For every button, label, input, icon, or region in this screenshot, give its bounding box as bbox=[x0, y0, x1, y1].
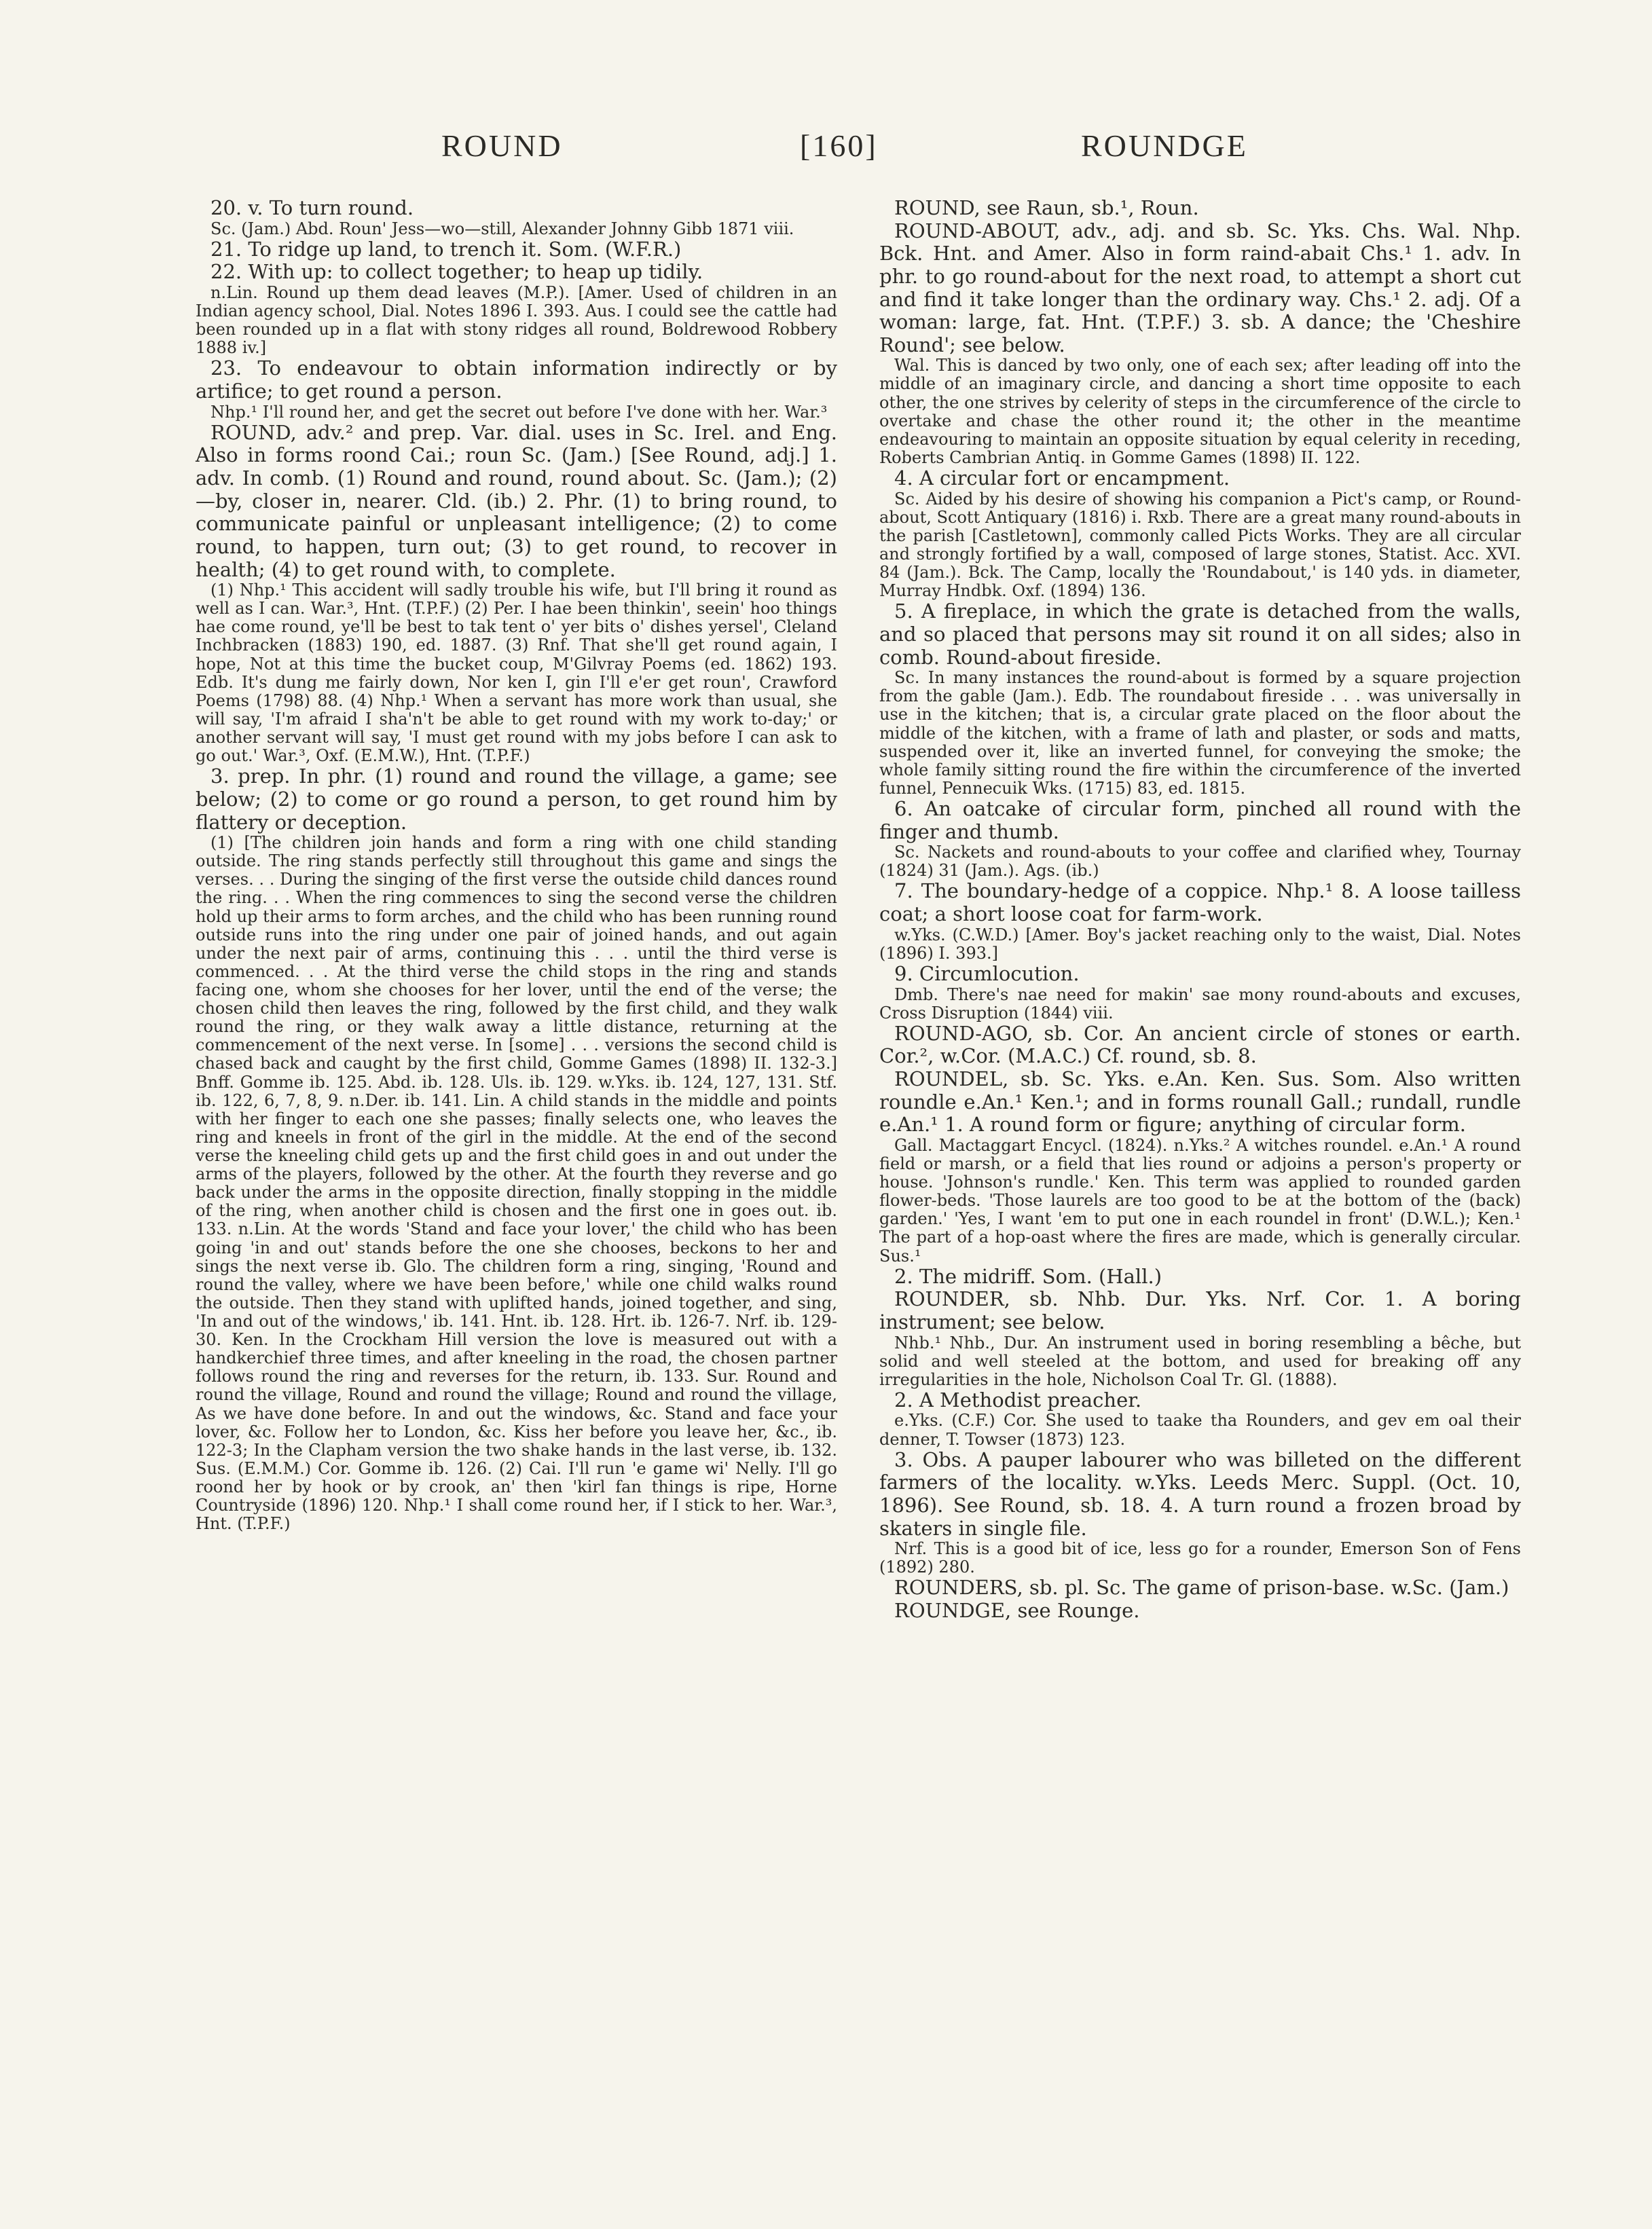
citation-text: Nrf. This is a good bit of ice, less go for a rounder, Emerson Son of Fens (1892) 280. bbox=[879, 1539, 1521, 1577]
headword-entry: ROUNDGE, see Rounge. bbox=[894, 1599, 1140, 1623]
right-column bbox=[879, 197, 1521, 1623]
citation-text: Nhb.¹ Nhb., Dur. An instrument used in boring resembling a bêche, but solid and well steeled at the bottom, and used for breaking off any irregularities in the hole, Nicholson Coal Tr. Gl. (1888). bbox=[879, 1333, 1521, 1389]
entry-text: 22. With up: to collect together; to heap up tidily. bbox=[210, 260, 703, 284]
header-left-word: ROUND bbox=[441, 128, 563, 163]
entry-text: 21. To ridge up land, to trench it. Som. (W.F.R.) bbox=[210, 237, 682, 261]
citation-text: Sc. In many instances the round-about is formed by a square projection from the gable (Jam.). Edb. The roundabout fireside . . . was universally in use in the kitchen; that is, a circular grate placed on the floor about the middle of the kitchen, with a frame of lath and plaster, or sods and matts, suspended over it, like an inverted funnel, for conveying the smoke; the whole family sitting round the fire within the circumference of the inverted funnel, Pennecuik Wks. (1715) 83, ed. 1815. bbox=[879, 668, 1521, 798]
headword-entry: ROUNDEL, sb. Sc. Yks. e.An. Ken. Sus. Som. Also written roundle e.An.¹ Ken.¹; and in forms rounall Gall.; rundall, rundle e.An.¹ 1. A round form or figure; anything of circular form. bbox=[879, 1067, 1521, 1137]
citation-text: w.Yks. (C.W.D.) [Amer. Boy's jacket reaching only to the waist, Dial. Notes (1896) I. 393.] bbox=[879, 925, 1521, 963]
running-header bbox=[0, 128, 1652, 168]
left-column bbox=[196, 197, 837, 1533]
header-right-word: ROUNDGE bbox=[1081, 128, 1248, 163]
entry-text: 23. To endeavour to obtain information indirectly or by artifice; to get round a person. bbox=[196, 356, 837, 403]
citation-text: Sc. Aided by his desire of showing his companion a Pict's camp, or Round-about, Scott Antiquary (1816) i. Rxb. There are a great many round-abouts in the parish [Castletown], commonly called Picts Works. They are all circular and strongly fortified by a wall, composed of large stones, Statist. Acc. XVI. 84 (Jam.). Bck. The Camp, locally the 'Roundabout,' is 140 yds. in diameter, Murray Hndbk. Oxf. (1894) 136. bbox=[879, 489, 1521, 601]
headword-entry: ROUND-AGO, sb. Cor. An ancient circle of stones or earth. Cor.², w.Cor. (M.A.C.) Cf. round, sb. 8. bbox=[879, 1021, 1521, 1068]
citation-text: (1) [The children join hands and form a ring with one child standing outside. The ring stands perfectly still throughout this game and sings the verses. . . During the singing of the first verse the outside child dances round the ring. . . When the ring commences to sing the second verse the children hold up their arms to form arches, and the child who has been running round outside runs into the ring under one pair of joined hands, and out again under the next pair of arms, continuing this . . . until the third verse is commenced. . . At the third verse the child stops in the ring and stands facing one, whom she chooses for her lover, until the end of the verse; the chosen child then leaves the ring, followed by the first child, and they walk round the ring, or they walk away a little distance, returning at the commencement of the next verse. In [some] . . . versions the second child is chased back and caught by the first child, Gomme Games (1898) II. 132-3.] Bnff. Gomme ib. 125. Abd. ib. 128. Uls. ib. 129. w.Yks. ib. 124, 127, 131. Stf. ib. 122, 6, 7, 8, 9. n.Der. ib. 141. Lin. A child stands in the middle and points with her finger to each one she passes; finally selects one, who leaves the ring and kneels in front of the girl in the middle. At the end of the second verse the kneeling child gets up and the first child goes in and out under the arms of the players, followed by the other. At the fourth they reverse and go back under the arms in the opposite direction, finally stopping in the middle of the ring, when another child is chosen and the first one in goes out. ib. 133. n.Lin. At the words 'Stand and face your lover,' the child who has been going 'in and out' stands before the one she chooses, beckons to her and sings the next verse ib. Glo. The children form a ring, singing, 'Round and round the valley, where we have been before,' while one child walks round the outside. Then they stand with uplifted hands, joined together, and sing, 'In and out of the windows,' ib. 141. Hnt. ib. 128. Hrt. ib. 126-7. Nrf. ib. 129-30. Ken. In the Crockham Hill version the love is measured out with a handkerchief three times, and after kneeling in the road, the chosen partner follows round the ring and reverses for the return, ib. 133. Sur. Round and round the village, Round and round the village; Round and round the village, As we have done before. In and out the windows, &c. Stand and face your lover, &c. Follow her to London, &c. Kiss her before you leave her, &c., ib. 122-3; In the Clapham version the two shake hands in the last verse, ib. 132. Sus. (E.M.M.) Cor. Gomme ib. 126. (2) Cai. I'll run 'e game wi' Nelly. I'll go roond her by hook or by crook, an' then 'kirl fan things is ripe, Horne Countryside (1896) 120. Nhp.¹ I shall come round her, if I stick to her. War.³, Hnt. (T.P.F.) bbox=[196, 833, 837, 1534]
entry-text: 2. A Methodist preacher. bbox=[894, 1388, 1142, 1412]
citation-text: (1) Nhp.¹ This accident will sadly trouble his wife, but I'll bring it round as well as I can. War.³, Hnt. (T.P.F.) (2) Per. I hae been thinkin', seein' hoo things hae come round, ye'll be best to tak tent o' yer bits o' dishes yersel', Cleland Inchbracken (1883) 190, ed. 1887. (3) Rnf. That she'll get round again, I hope, Not at this time the bucket coup, M'Gilvray Poems (ed. 1862) 193. Edb. It's dung me fairly down, Nor ken I, gin I'll e'er get roun', Crawford Poems (1798) 88. (4) Nhp.¹ When a servant has more work than usual, she will say, 'I'm afraid I sha'n't be able to get round with my work to-day;' or another servant will say, 'I must get round with my jobs before I can ask to go out.' War.³, Oxf. (E.M.W.), Hnt. (T.P.F.) bbox=[196, 581, 837, 766]
headword-entry: ROUND-ABOUT, adv., adj. and sb. Sc. Yks. Chs. Wal. Nhp. Bck. Hnt. and Amer. Also in form raind-abait Chs.¹ 1. adv. In phr. to go round-about for the next road, to attempt a short cut and find it take longer than the ordinary way. Chs.¹ 2. adj. Of a woman: large, fat. Hnt. (T.P.F.) 3. sb. A dance; the 'Cheshire Round'; see below. bbox=[879, 219, 1521, 356]
citation-text: n.Lin. Round up them dead leaves (M.P.). [Amer. Used of children in an Indian agency school, Dial. Notes 1896 I. 393. Aus. I could see the cattle had been rounded up in a flat with stony ridges all round, Boldrewood Robbery 1888 iv.] bbox=[196, 282, 837, 358]
entry-text: 6. An oatcake of circular form, pinched all round with the finger and thumb. bbox=[879, 796, 1521, 843]
entry-text: 7. The boundary-hedge of a coppice. Nhp.¹ 8. A loose tailless coat; a short loose coat for farm-work. bbox=[879, 879, 1521, 926]
citation-text: Sc. (Jam.) Abd. Roun' Jess—wo—still, Alexander Johnny Gibb 1871 viii. bbox=[210, 219, 794, 238]
entry-text: 5. A fireplace, in which the grate is detached from the walls, and so placed that persons may sit round it on all sides; also in comb. Round-about fireside. bbox=[879, 600, 1521, 669]
entry-text: 20. v. To turn round. bbox=[210, 196, 414, 219]
headword-entry: ROUNDERS, sb. pl. Sc. The game of prison-base. w.Sc. (Jam.) bbox=[894, 1576, 1509, 1600]
page-number: [160] bbox=[800, 128, 878, 163]
headword-entry: ROUNDER, sb. Nhb. Dur. Yks. Nrf. Cor. 1. A boring instrument; see below. bbox=[879, 1287, 1521, 1333]
entry-text: 3. Obs. A pauper labourer who was billeted on the different farmers of the locality. w.Yks. Leeds Merc. Suppl. (Oct. 10, 1896). See Round, sb. 18. 4. A turn round a frozen broad by skaters in single file. bbox=[879, 1448, 1521, 1540]
citation-text: e.Yks. (C.F.) Cor. She used to taake tha Rounders, and gev em oal their denner, T. Towser (1873) 123. bbox=[879, 1411, 1521, 1449]
citation-text: Dmb. There's nae need for makin' sae mony round-abouts and excuses, Cross Disruption (1844) viii. bbox=[879, 984, 1521, 1023]
headword-entry: ROUND, see Raun, sb.¹, Roun. bbox=[894, 196, 1199, 219]
entry-text: 3. prep. In phr. (1) round and round the village, a game; see below; (2) to come or go round a person, to get round him by flattery or deception. bbox=[196, 765, 837, 834]
headword-entry: ROUND, adv.² and prep. Var. dial. uses in Sc. Irel. and Eng. Also in forms roond Cai.; roun Sc. (Jam.) [See Round, adj.] 1. adv. In comb. (1) Round and round, round about. Sc. (Jam.); (2) —by, closer in, nearer. Cld. (ib.) 2. Phr. (1) to bring round, to communicate painful or unpleasant intelligence; (2) to come round, to happen, turn out; (3) to get round, to recover in health; (4) to get round with, to complete. bbox=[196, 420, 837, 581]
citation-text: Nhp.¹ I'll round her, and get the secret out before I've done with her. War.³ bbox=[210, 402, 828, 422]
entry-text: 4. A circular fort or encampment. bbox=[894, 466, 1230, 490]
entry-text: 9. Circumlocution. bbox=[894, 961, 1080, 985]
citation-text: Wal. This is danced by two only, one of each sex; after leading off into the middle of an imaginary circle, and dancing a short time opposite to each other, the one strives by celerity of steps in the circumference of the circle to overtake and chase the other round it; the other in the meantime endeavouring to maintain an opposite situation by equal celerity in receding, Roberts Cambrian Antiq. in Gomme Games (1898) II. 122. bbox=[879, 356, 1521, 467]
entry-text: 2. The midriff. Som. (Hall.) bbox=[894, 1264, 1162, 1288]
citation-text: Gall. Mactaggart Encycl. (1824). n.Yks.² A witches roundel. e.An.¹ A round field or marsh, or a field that lies round or adjoins a person's property or house. 'Johnson's rundle.' Ken. This term was applied to rounded garden flower-beds. 'Those laurels are too good to be at the bottom of the (back) garden.' 'Yes, I want 'em to put one in each roundel in front' (D.W.L.); Ken.¹ The part of a hop-oast where the fires are made, which is generally circular. Sus.¹ bbox=[879, 1135, 1521, 1266]
citation-text: Sc. Nackets and round-abouts to your coffee and clarified whey, Tournay (1824) 31 (Jam.). Ags. (ib.) bbox=[879, 843, 1521, 881]
